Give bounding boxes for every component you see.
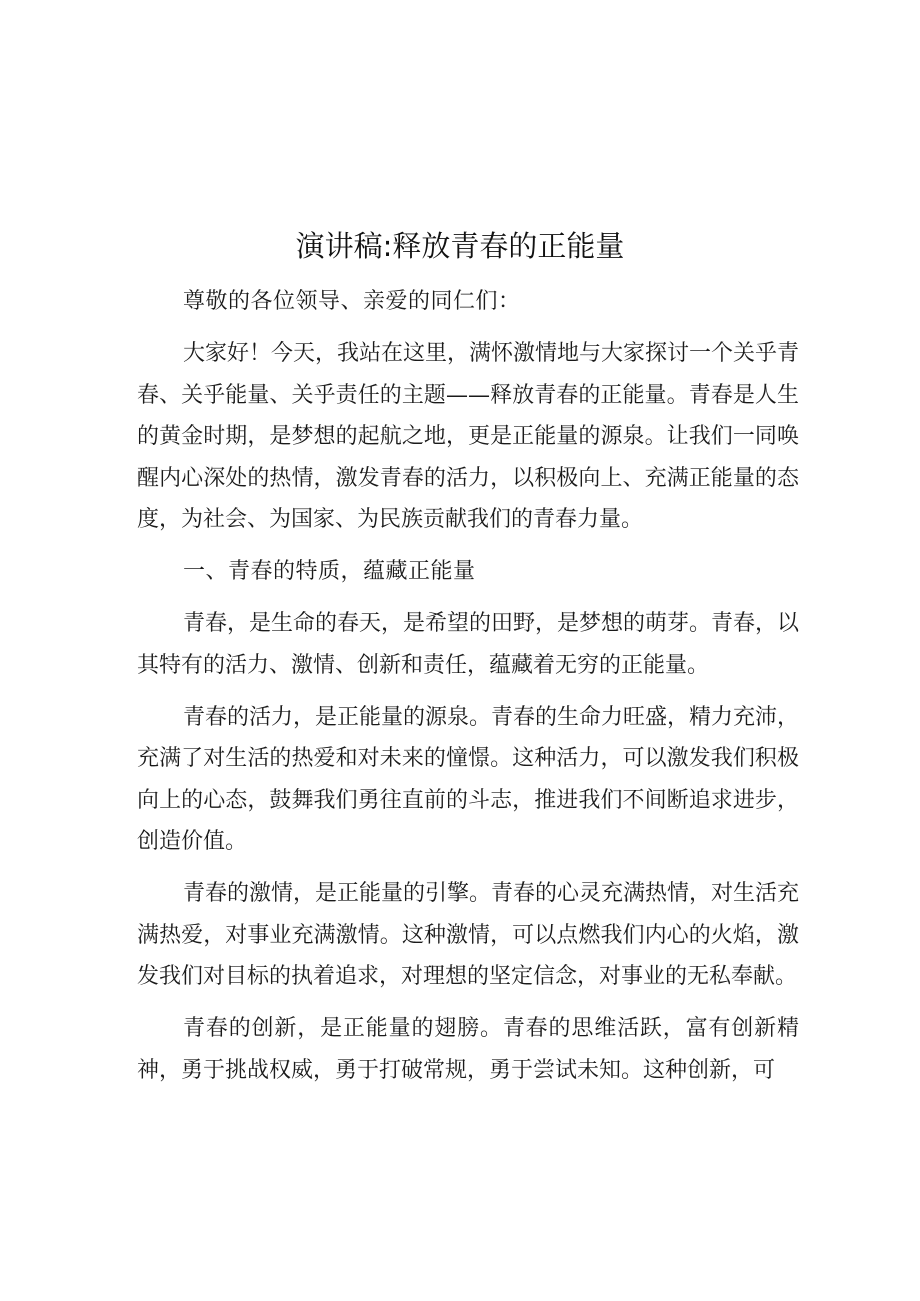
document-body xyxy=(137,281,799,1102)
body-paragraph: 青春的创新，是正能量的翅膀。青春的思维活跃，富有创新精神，勇于挑战权威，勇于打破常规，勇于尝试未知。这种创新，可 xyxy=(137,1016,799,1083)
document-title: 演讲稿:释放青春的正能量 xyxy=(295,229,625,263)
body-paragraph: 青春的激情，是正能量的引擎。青春的心灵充满热情，对生活充满热爱，对事业充满激情。这种激情，可以点燃我们内心的火焰，激发我们对目标的执着追求，对理想的坚定信念，对事业的无私奉献。 xyxy=(137,881,800,989)
body-paragraph: 青春的活力，是正能量的源泉。青春的生命力旺盛，精力充沛，充满了对生活的热爱和对未来的憧憬。这种活力，可以激发我们积极向上的心态，鼓舞我们勇往直前的斗志，推进我们不间断追求进步，创造价值。 xyxy=(137,704,800,854)
intro-paragraph: 大家好！今天，我站在这里，满怀激情地与大家探讨一个关乎青春、关乎能量、关乎责任的主题——释放青春的正能量。青春是人生的黄金时期，是梦想的起航之地，更是正能量的源泉。让我们一同唤醒内心深处的热情，激发青春的活力，以积极向上、充满正能量的态度，为社会、为国家、为民族贡献我们的青春力量。 xyxy=(137,341,800,532)
body-paragraph: 青春，是生命的春天，是希望的田野，是梦想的萌芽。青春，以其特有的活力、激情、创新和责任，蕴藏着无穷的正能量。 xyxy=(137,611,800,678)
greeting-line: 尊敬的各位领导、亲爱的同仁们： xyxy=(183,289,521,314)
section-heading: 一、青春的特质，蕴藏正能量 xyxy=(183,559,476,584)
